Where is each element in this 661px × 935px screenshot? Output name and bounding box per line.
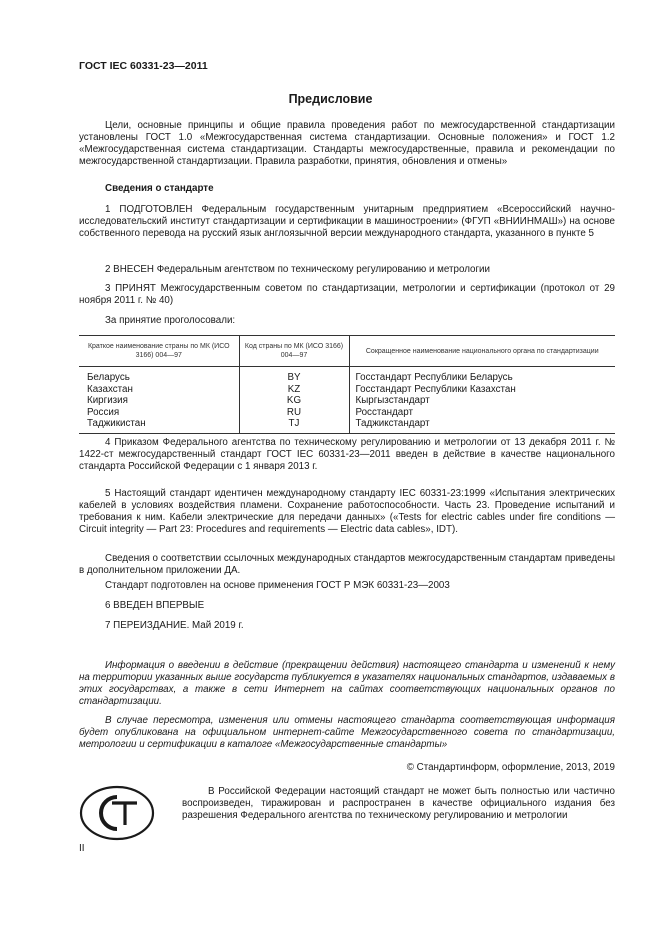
- code-cell: BY: [239, 367, 349, 384]
- table-row: [79, 407, 615, 419]
- header-national-body: Сокращенное наименование национального органа по стандартизации: [349, 336, 615, 367]
- table-row: [79, 384, 615, 396]
- item-4-paragraph: 4 Приказом Федерального агентства по техническому регулированию и метрологии от 13 декабря 2011 г. № 1422-ст межгосударственный стандарт ГОСТ IEC 60331-23—2011 введен в действие в качестве национального стандарта Российской Федерации с 1 января 2013 г.: [79, 437, 615, 472]
- item-5-basis: Стандарт подготовлен на основе применения ГОСТ Р МЭК 60331-23—2003: [105, 580, 450, 591]
- info-heading: Сведения о стандарте: [105, 183, 214, 194]
- body-cell: Госстандарт Республики Казахстан: [349, 384, 615, 396]
- item-7-paragraph: 7 ПЕРЕИЗДАНИЕ. Май 2019 г.: [105, 620, 244, 631]
- reproduction-notice: В Российской Федерации настоящий стандарт не может быть полностью или частично воспроизведен, тиражирован и распространен в качестве официального издания без разрешения Федерального агентства по техническому регулированию и метрологии: [182, 786, 615, 821]
- country-cell: Казахстан: [87, 383, 133, 395]
- code-cell: RU: [239, 407, 349, 419]
- gost-mark-logo-icon: [79, 785, 155, 841]
- header-code: Код страны по МК (ИСО 3166) 004—97: [239, 336, 349, 367]
- votes-label: За принятие проголосовали:: [105, 315, 236, 326]
- country-cell: Киргизия: [87, 395, 128, 406]
- votes-table: [79, 335, 615, 434]
- document-code-header: ГОСТ IEC 60331-23—2011: [79, 60, 208, 72]
- table-row: [79, 418, 615, 433]
- notice-paragraph-1: Информация о введении в действие (прекращении действия) настоящего стандарта и изменений к нему на территории указанных выше государств публикуется в указателях национальных стандартов, издаваемых в этих государствах, а также в сети Интернет на сайтах соответствующих национальных органов по стандартизации.: [79, 660, 615, 707]
- body-cell: Таджикстандарт: [349, 418, 615, 433]
- country-cell: Таджикистан: [79, 418, 239, 433]
- page-title: Предисловие: [288, 92, 373, 106]
- table-header-row: [79, 336, 615, 367]
- item-1-paragraph: 1 ПОДГОТОВЛЕН Федеральным государственным унитарным предприятием «Всероссийский научно-исследовательский институт стандартизации и сертификации в машиностроении» (ФГУП «ВНИИНМАШ») на основе собственного перевода на русский язык англоязычной версии международного стандарта, указанного в пункте 5: [79, 204, 615, 239]
- body-cell: Кыргызстандарт: [349, 395, 615, 407]
- intro-paragraph: Цели, основные принципы и общие правила проведения работ по межгосударственной стандартизации установлены ГОСТ 1.0 «Межгосударственная система стандартизации. Основные положения» и ГОСТ 1.2 «Межгосударственная система стандартизации. Стандарты межгосударственные, правила и рекомендации по межгосударственной стандартизации. Правила разработки, принятия, обновления и отмены»: [79, 120, 615, 167]
- country-cell: Россия: [87, 406, 120, 418]
- country-cell: Беларусь: [87, 372, 130, 383]
- item-6-paragraph: 6 ВВЕДЕН ВПЕРВЫЕ: [105, 600, 205, 611]
- code-cell: KG: [239, 395, 349, 407]
- table-row: [79, 395, 615, 407]
- body-cell: Госстандарт Республики Беларусь: [349, 367, 615, 384]
- code-cell: TJ: [239, 418, 349, 433]
- item-5-paragraph: 5 Настоящий стандарт идентичен международному стандарту IEC 60331-23:1999 «Испытания электрических кабелей в условиях воздействия пламени. Сохранение работоспособности. Часть 23. Проведение испытаний и требования к ним. Кабели электрические для передачи данных» («Tests for electric cables under fire conditions — Circuit integrity — Part 23: Procedures and requirements — Electric data cables», IDT).: [79, 488, 615, 535]
- table-row: [79, 367, 615, 384]
- item-5-references: Сведения о соответствии ссылочных международных стандартов межгосударственным стандартам приведены в дополнительном приложении ДА.: [79, 553, 615, 576]
- page-number: II: [79, 843, 85, 854]
- notice-paragraph-2: В случае пересмотра, изменения или отмены настоящего стандарта соответствующая информация будет опубликована на официальном интернет-сайте Межгосударственного совета по стандартизации, метрологии и сертификации в каталоге «Межгосударственные стандарты»: [79, 715, 615, 750]
- copyright-line: © Стандартинформ, оформление, 2013, 2019: [406, 762, 615, 773]
- item-3-paragraph: 3 ПРИНЯТ Межгосударственным советом по стандартизации, метрологии и сертификации (протокол от 29 ноября 2011 г. № 40): [79, 283, 615, 306]
- code-cell: KZ: [239, 384, 349, 396]
- item-2-paragraph: 2 ВНЕСЕН Федеральным агентством по техническому регулированию и метрологии: [105, 264, 491, 275]
- body-cell: Росстандарт: [349, 407, 615, 419]
- header-country: Краткое наименование страны по МК (ИСО 3166) 004—97: [79, 336, 239, 367]
